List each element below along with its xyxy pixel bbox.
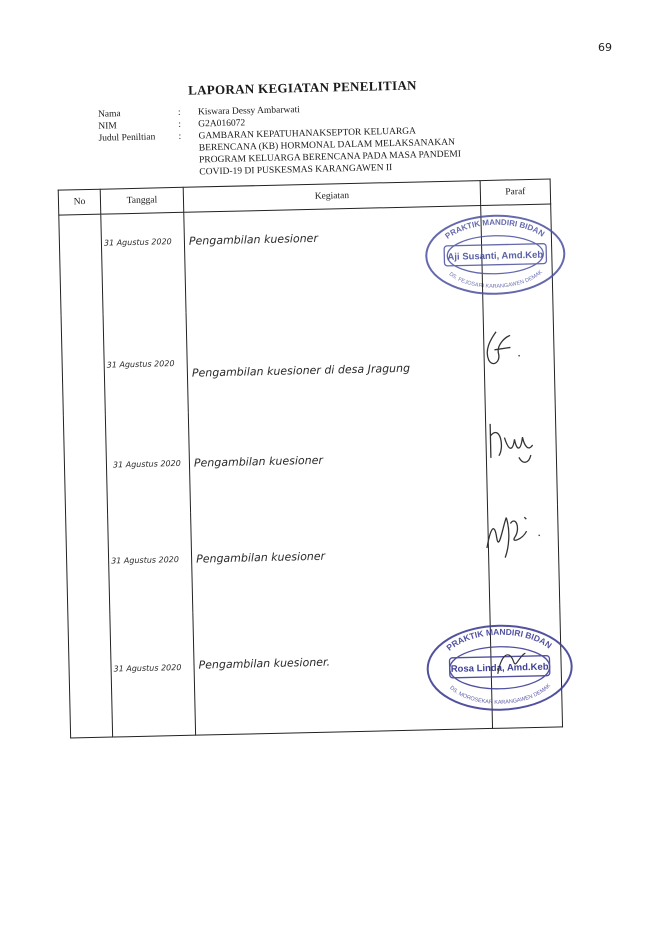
stamp-bottom-text: DS. FEJOSARI KARANGAWEN DEMAK (447, 269, 544, 290)
date-text: 31 Agustus 2020 (103, 237, 172, 248)
colon: : (178, 131, 182, 142)
colon: : (178, 119, 182, 130)
cell-date (110, 612, 196, 737)
midwife-stamp (423, 212, 567, 297)
date-text: 31 Agustus 2020 (113, 662, 182, 674)
nama-label: Nama (97, 109, 121, 120)
signature-2 (474, 325, 535, 376)
judul-line: BERENCANA (KB) HORMONAL DALAM MELAKSANAKAN (198, 137, 456, 154)
judul-line: COVID-19 DI PUSKESMAS KARANGAWEN II (199, 163, 393, 178)
cell-date (101, 212, 186, 314)
signature-5 (491, 643, 532, 684)
cell-no (63, 414, 107, 515)
nama-value: Kiswara Dessy Ambarwati (197, 105, 300, 118)
signature-4 (480, 507, 551, 565)
cell-activity (186, 306, 485, 413)
stamp-top-text: PRAKTIK MANDIRI BIDAN (444, 626, 554, 653)
stamp-name: Rosa Linda, Amd.Keb (450, 661, 549, 675)
activity-text: Pengambilan kuesioner di desa Jragung (191, 361, 411, 380)
student-info (98, 100, 470, 180)
activity-text: Pengambilan kuesioner (193, 453, 324, 470)
cell-no (59, 214, 103, 315)
date-text: 31 Agustus 2020 (111, 554, 180, 566)
cell-no (66, 514, 110, 615)
cell-activity (188, 406, 487, 513)
judul-line: GAMBARAN KEPATUHANAKSEPTOR KELUARGA (198, 126, 417, 142)
date-text: 31 Agustus 2020 (112, 458, 181, 469)
page-number: 69 (598, 41, 612, 54)
header-no: No (58, 189, 101, 215)
meta-row-judul (98, 124, 469, 180)
nim-value: G2A016072 (198, 118, 246, 130)
cell-date (108, 512, 193, 614)
activity-text: Pengambilan kuesioner (188, 231, 319, 248)
judul-label: Judul Peniltian (98, 132, 156, 144)
cell-date (103, 312, 188, 414)
stamp-top-text: PRAKTIK MANDIRI BIDAN (443, 217, 547, 241)
cell-date (105, 412, 190, 514)
page-title: LAPORAN KEGIATAN PENELITIAN (187, 77, 417, 98)
cell-no (68, 614, 113, 738)
header-paraf: Paraf (480, 179, 551, 206)
activity-text: Pengambilan kuesioner (195, 549, 326, 566)
colon: : (177, 107, 181, 118)
nim-label: NIM (98, 121, 117, 132)
judul-value (198, 124, 469, 178)
header-tanggal: Tanggal (100, 187, 184, 214)
judul-line: PROGRAM KELUARGA BERENCANA PADA MASA PANDEMI (198, 149, 462, 166)
activity-text: Pengambilan kuesioner. (198, 655, 331, 672)
stamp-bottom-text: DS. MOROSEKAR KARANGAWEN DEMAK (448, 682, 552, 706)
cell-activity (191, 505, 490, 612)
cell-no (61, 314, 105, 415)
signature-3 (480, 417, 541, 468)
header-kegiatan: Kegiatan (183, 181, 480, 213)
stamp-name: Aji Susanti, Amd.Keb (447, 249, 544, 263)
date-text: 31 Agustus 2020 (106, 358, 175, 370)
